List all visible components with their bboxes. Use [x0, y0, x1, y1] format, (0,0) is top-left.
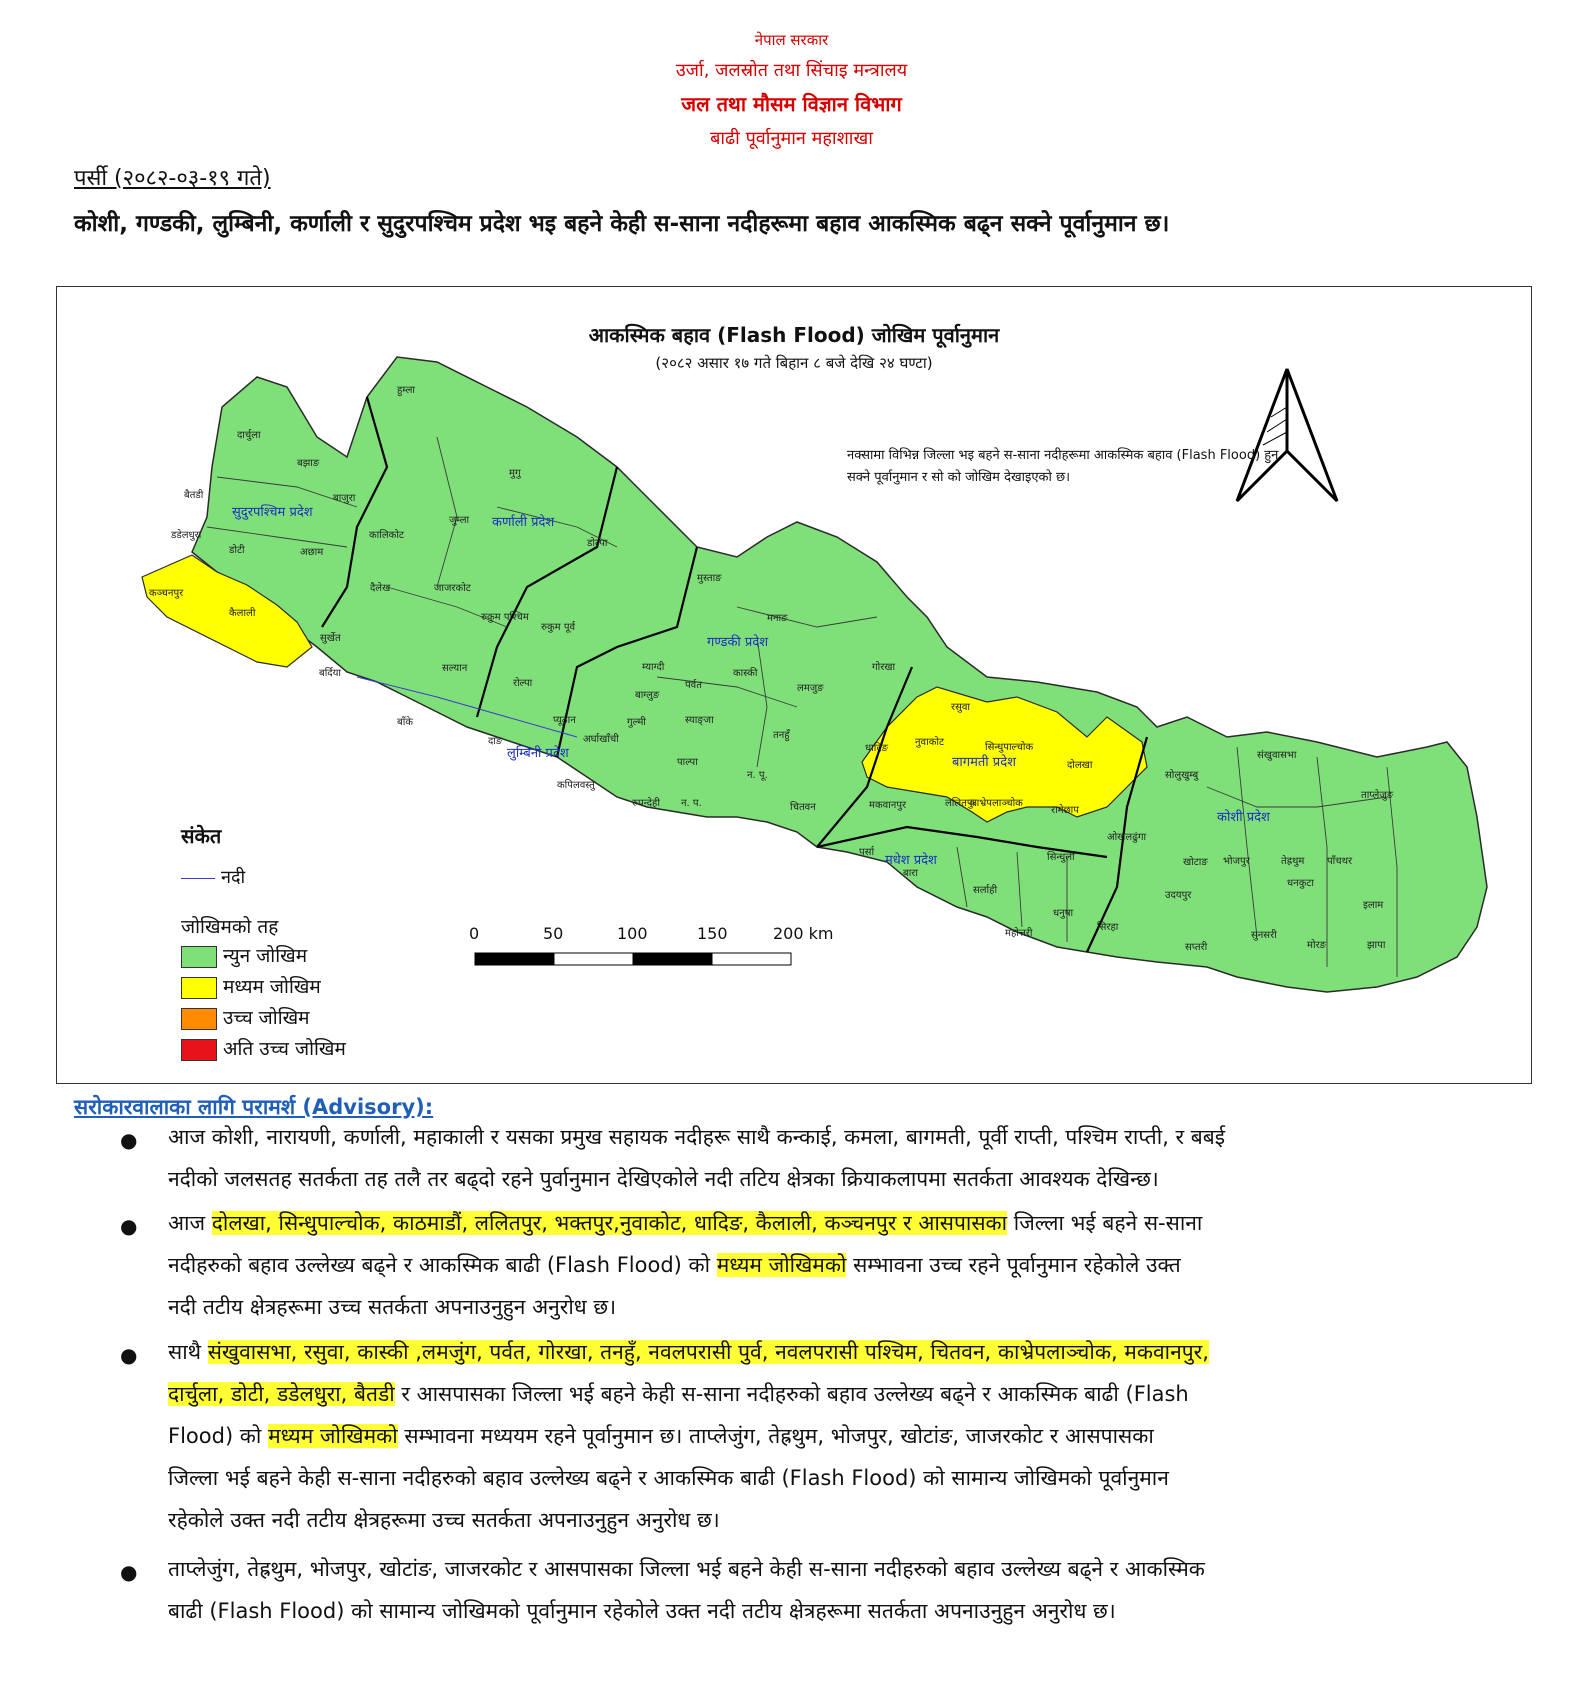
- district-label: उदयपुर: [1165, 890, 1192, 901]
- scale-bar: [475, 953, 791, 965]
- province-label: लुम्बिनी प्रदेश: [507, 746, 569, 761]
- district-label: न. प.: [681, 798, 702, 809]
- scale-label: 50: [543, 924, 564, 943]
- district-label: सिन्धुली: [1047, 852, 1075, 863]
- highlighted-text: दोलखा, सिन्धुपाल्चोक, काठमाडौं, ललितपुर, भक्तपुर,नुवाकोट, धादिङ, कैलाली, कञ्चनपुर र आसपासका: [211, 1211, 1008, 1235]
- district-label: प्यूठान: [553, 715, 576, 726]
- province-label: कोशी प्रदेश: [1217, 810, 1270, 825]
- advisory-text: नदीहरुको बहाव उल्लेख्य बढ्ने र आकस्मिक बाढी (Flash Flood) को: [168, 1253, 717, 1277]
- advisory-text: Flood) को: [168, 1424, 269, 1448]
- legend-title: संकेत: [181, 824, 222, 848]
- advisory-bullet-4: [168, 1548, 1543, 1632]
- bullet-icon: ●: [120, 1128, 138, 1152]
- district-label: इलाम: [1363, 900, 1384, 911]
- bullet-icon: ●: [120, 1214, 138, 1238]
- district-label: सिन्धुपाल्चोक: [985, 742, 1034, 753]
- advisory-text: साथै: [168, 1340, 208, 1364]
- district-label: मकवानपुर: [869, 800, 907, 811]
- legend-river-label: नदी: [221, 867, 246, 888]
- district-label: रामेछाप: [1051, 805, 1079, 816]
- advisory-text: नदी तटीय क्षेत्रहरूमा उच्च सतर्कता अपनाउनुहुन अनुरोध छ।: [168, 1295, 617, 1319]
- legend-label-low: न्युन जोखिम: [223, 945, 308, 967]
- header-department: जल तथा मौसम विज्ञान विभाग: [681, 92, 902, 116]
- header-government: नेपाल सरकार: [754, 31, 829, 49]
- district-label: रसुवा: [951, 702, 970, 713]
- district-label: रोल्पा: [513, 678, 533, 689]
- advisory-text: सम्भावना उच्च रहने पूर्वानुमान रहेकोले उक्त: [846, 1253, 1181, 1277]
- district-label: संखुवासभा: [1257, 750, 1297, 761]
- district-label: गुल्मी: [627, 717, 646, 728]
- forecast-summary: कोशी, गण्डकी, लुम्बिनी, कर्णाली र सुदुरपश्चिम प्रदेश भइ बहने केही स-साना नदीहरूमा बहाव आकस्मिक बढ्न सक्ने पूर्वानुमान छ।: [74, 211, 1170, 237]
- district-label: कपिलवस्तु: [557, 780, 595, 791]
- district-label: भोजपुर: [1223, 856, 1250, 867]
- district-label: खोटाङ: [1183, 857, 1208, 868]
- highlighted-text: दार्चुला, डोटी, डडेलधुरा, बैतडी: [168, 1382, 395, 1406]
- district-label: मनाङ: [767, 613, 788, 624]
- district-label: रुकुम पश्चिम: [481, 612, 529, 623]
- legend-item-very-high: [181, 1035, 346, 1061]
- legend-swatch-low: [181, 946, 217, 968]
- advisory-text: बाढी (Flash Flood) को सामान्य जोखिमको पूर्वानुमान रहेकोले उक्त नदी तटीय क्षेत्रहरूमा सतर्कता अपनाउनुहुन अनुरोध छ।: [168, 1599, 1116, 1623]
- bullet-icon: ●: [120, 1560, 138, 1584]
- district-label: सोलुखुम्बु: [1165, 770, 1199, 781]
- header-ministry: उर्जा, जलस्रोत तथा सिंचाइ मन्त्रालय: [675, 60, 908, 81]
- district-label: बैतडी: [184, 490, 204, 501]
- flash-flood-map: [56, 286, 1532, 1084]
- legend-label-medium: मध्यम जोखिम: [223, 976, 321, 998]
- advisory-bullet-2: [168, 1202, 1543, 1328]
- district-label: कैलाली: [229, 608, 256, 619]
- district-label: जुम्ला: [449, 515, 470, 526]
- district-label: दार्चुला: [237, 430, 261, 441]
- scale-label: 150: [697, 924, 728, 943]
- district-label: सप्तरी: [1185, 942, 1208, 953]
- legend-swatch-medium: [181, 977, 217, 999]
- district-label: बारा: [903, 868, 918, 879]
- highlighted-text: संखुवासभा, रसुवा, कास्की ,लमजुंग, पर्वत, गोरखा, तनहुँ, नवलपरासी पुर्व, नवलपरासी पश्चिम, चितवन, काभ्रेपलाञ्चोक, मकवानपुर,: [207, 1340, 1209, 1364]
- advisory-text: नदीको जलसतह सतर्कता तह तलै तर बढ्दो रहने पुर्वानुमान देखिएकोले नदी तटिय क्षेत्रका क्रियाकलापमा सतर्कता आवश्यक देखिन्छ।: [168, 1167, 1159, 1191]
- advisory-bullet-3: [168, 1331, 1543, 1541]
- legend-item-low: [181, 942, 307, 968]
- map-title: आकस्मिक बहाव (Flash Flood) जोखिम पूर्वानुमान: [588, 323, 1000, 347]
- district-label: धादिङ: [865, 743, 889, 754]
- advisory-text: रहेकोले उक्त नदी तटीय क्षेत्रहरूमा उच्च सतर्कता अपनाउनुहुन अनुरोध छ।: [168, 1508, 720, 1532]
- province-label: गण्डकी प्रदेश: [707, 635, 769, 650]
- district-label: सुनसरी: [1251, 930, 1277, 941]
- district-label: डोल्पा: [587, 538, 608, 549]
- advisory-bullet-1: [168, 1116, 1543, 1200]
- district-label: म्याग्दी: [642, 662, 665, 673]
- district-label: धनकुटा: [1287, 878, 1315, 889]
- district-label: अर्घाखाँची: [583, 734, 619, 745]
- advisory-text: सम्भावना मध्ययम रहने पूर्वानुमान छ। ताप्लेजुंग, तेह्रथुम, भोजपुर, खोटांङ, जाजरकोट र आसपासका: [397, 1424, 1154, 1448]
- scale-label: 0: [469, 924, 480, 943]
- legend-river: [181, 865, 245, 889]
- district-label: बाजुरा: [333, 493, 356, 504]
- legend-swatch-high: [181, 1008, 217, 1030]
- district-label: कालिकोट: [369, 530, 404, 541]
- district-label: बाग्लुङ: [635, 690, 660, 701]
- scale-label: 100: [617, 924, 648, 943]
- advisory-text: आज कोशी, नारायणी, कर्णाली, महाकाली र यसका प्रमुख सहायक नदीहरू साथै कन्काई, कमला, बागमती, पूर्वी राप्ती, पश्चिम राप्ती, र बबई: [168, 1125, 1226, 1149]
- bullet-icon: ●: [120, 1343, 138, 1367]
- advisory-text: र आसपासका जिल्ला भई बहने केही स-साना नदीहरुको बहाव उल्लेख्य बढ्ने र आकस्मिक बाढी (Flash: [394, 1382, 1189, 1406]
- map-note: नक्सामा विभिन्न जिल्ला भइ बहने स-साना नदीहरूमा आकस्मिक बहाव (Flash Flood) हुन सक्ने पूर्वानुमान र सो को जोखिम देखाइएको छ।: [847, 448, 1279, 485]
- district-label: गोरखा: [872, 662, 896, 673]
- highlighted-text: मध्यम जोखिमको: [716, 1253, 847, 1277]
- province-label: मधेश प्रदेश: [885, 853, 937, 868]
- district-label: डडेलधुरा: [171, 530, 202, 541]
- legend-label-very-high: अति उच्च जोखिम: [223, 1038, 346, 1060]
- advisory-text: ताप्लेजुंग, तेह्रथुम, भोजपुर, खोटांङ, जाजरकोट र आसपासका जिल्ला भई बहने केही स-साना नदीहरुको बहाव उल्लेख्य बढ्ने र आकस्मिक: [168, 1557, 1205, 1581]
- district-label: तेह्रथुम: [1281, 856, 1305, 867]
- district-label: ओखलढुंगा: [1107, 832, 1147, 843]
- province-label: कर्णाली प्रदेश: [492, 515, 555, 530]
- advisory-title: सरोकारवालाका लागि परामर्श (Advisory):: [74, 1095, 434, 1119]
- district-label: चितवन: [790, 802, 816, 813]
- district-label: न. पू.: [747, 770, 768, 781]
- district-label: सुर्खेत: [320, 633, 341, 644]
- district-label: पर्वत: [685, 680, 702, 691]
- district-label: झापा: [1367, 940, 1386, 951]
- advisory-text: जिल्ला भई बहने केही स-साना नदीहरुको बहाव उल्लेख्य बढ्ने र आकस्मिक बाढी (Flash Flood) को सामान्य जोखिमको पूर्वानुमान: [168, 1466, 1169, 1490]
- district-label: रुपन्देही: [632, 798, 660, 809]
- district-label: दोलखा: [1067, 760, 1093, 771]
- header-division: बाढी पूर्वानुमान महाशाखा: [710, 128, 873, 149]
- district-label: तनहुँ: [773, 730, 790, 741]
- district-label: बाँके: [397, 717, 413, 728]
- district-label: लमजुङ: [797, 683, 824, 694]
- advisory-text: आज: [168, 1211, 212, 1235]
- district-label: पाल्पा: [677, 757, 698, 768]
- district-label: मुस्ताङ: [697, 573, 722, 584]
- district-label: सिरहा: [1097, 922, 1119, 933]
- map-subtitle: (२०८२ असार १७ गते बिहान ८ बजे देखि २४ घण्टा): [655, 354, 933, 372]
- district-label: बर्दिया: [319, 668, 341, 679]
- district-label: सल्यान: [442, 663, 468, 674]
- district-label: दाङ: [488, 736, 503, 747]
- district-label: ललितपुर: [945, 798, 977, 809]
- district-label: पाँचथर: [1327, 856, 1353, 867]
- district-label: कास्की: [733, 668, 758, 679]
- district-label: नुवाकोट: [915, 737, 945, 748]
- province-label: बागमती प्रदेश: [952, 755, 1016, 770]
- district-label: धनुषा: [1053, 908, 1074, 919]
- district-label: सर्लाही: [973, 885, 998, 896]
- district-label: जाजरकोट: [434, 583, 471, 594]
- district-label: मुगु: [509, 468, 521, 479]
- river-line-swatch: [181, 878, 215, 879]
- district-label: बझाङ: [297, 458, 320, 469]
- district-label: हुम्ला: [397, 385, 415, 396]
- district-label: स्याङ्जा: [685, 715, 714, 726]
- district-label: ताप्लेजुङ: [1361, 790, 1394, 801]
- legend-level-title: जोखिमको तह: [181, 916, 279, 938]
- highlighted-text: मध्यम जोखिमको: [268, 1424, 398, 1448]
- legend-swatch-very-high: [181, 1039, 217, 1061]
- scale-label: 200 km: [773, 924, 834, 943]
- district-label: मोरङ: [1307, 940, 1327, 951]
- district-label: दैलेख: [370, 583, 391, 594]
- advisory-text: जिल्ला भई बहने स-साना: [1007, 1211, 1203, 1235]
- district-label: महोत्तरी: [1005, 928, 1033, 939]
- legend-label-high: उच्च जोखिम: [223, 1007, 310, 1029]
- district-label: अछाम: [300, 547, 324, 558]
- forecast-date: पर्सी (२०८२-०३-१९ गते): [74, 166, 271, 191]
- province-label: सुदुरपश्चिम प्रदेश: [232, 505, 313, 520]
- district-label: काभ्रेपलाञ्चोक: [969, 798, 1023, 809]
- district-label: पर्सा: [859, 847, 875, 858]
- district-label: रुकुम पूर्व: [541, 622, 576, 633]
- district-label: कञ्चनपुर: [149, 588, 184, 599]
- legend-item-medium: [181, 973, 321, 999]
- legend-item-high: [181, 1004, 310, 1030]
- district-label: डोटी: [229, 545, 245, 556]
